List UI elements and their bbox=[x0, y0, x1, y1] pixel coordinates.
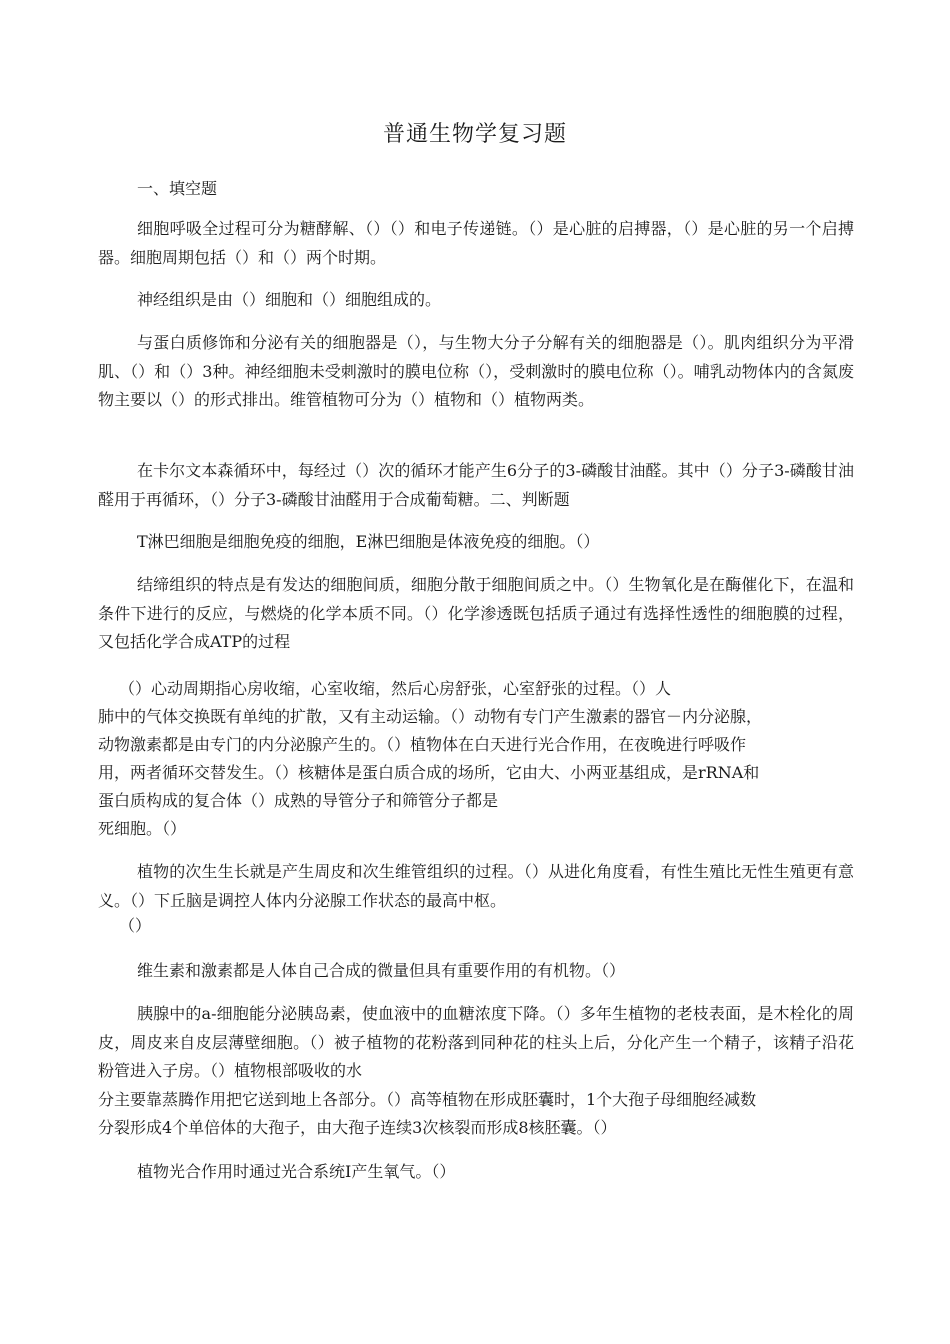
text-line: （）心动周期指心房收缩，心室收缩，然后心房舒张，心室舒张的过程。（）人 bbox=[119, 679, 672, 698]
paragraph-4: 在卡尔文本森循环中，每经过（）次的循环才能产生6分子的3-磷酸甘油醛。其中（）分子3-磷酸甘油醛用于再循环，（）分子3-磷酸甘油醛用于合成葡萄糖。二、判断题 bbox=[98, 461, 854, 509]
paragraph-8: 维生素和激素都是人体自己合成的微量但具有重要作用的有机物。（） bbox=[137, 961, 626, 980]
paragraph-7: 植物的次生生长就是产生周皮和次生维管组织的过程。（）从进化角度看，有性生殖比无性生殖更有意义。（）下丘脑是调控人体内分泌腺工作状态的最高中枢。 bbox=[98, 862, 854, 910]
document-title: 普通生物学复习题 bbox=[382, 122, 567, 147]
text-line: （） bbox=[119, 916, 152, 935]
text-line: 蛋白质构成的复合体（）成熟的导管分子和筛管分子都是 bbox=[98, 791, 499, 810]
paragraph-3: 与蛋白质修饰和分泌有关的细胞器是（），与生物大分子分解有关的细胞器是（）。肌肉组织分为平滑肌、（）和（）3种。神经细胞未受刺激时的膜电位称（），受刺激时的膜电位称（）。哺乳动物体内的含氮废物主要以（）的形式排出。维管植物可分为（）植物和（）植物两类。 bbox=[98, 333, 854, 409]
paragraph-6: 结缔组织的特点是有发达的细胞间质，细胞分散于细胞间质之中。（）生物氧化是在酶催化下，在温和条件下进行的反应，与燃烧的化学本质不同。（）化学渗透既包括质子通过有选择性透性的细胞膜的过程，又包括化学合成ATP的过程 bbox=[98, 575, 854, 651]
text-line: 分裂形成4个单倍体的大孢子，由大孢子连续3次核裂而形成8核胚囊。（） bbox=[98, 1118, 617, 1137]
text-line: 分主要靠蒸腾作用把它送到地上各部分。（）高等植物在形成胚囊时，1个大孢子母细胞经减数 bbox=[98, 1090, 757, 1109]
text-line: 肺中的气体交换既有单纯的扩散，又有主动运输。（）动物有专门产生激素的器官－内分泌腺， bbox=[98, 707, 763, 726]
paragraph-9: 胰腺中的a-细胞能分泌胰岛素，使血液中的血糖浓度下降。（）多年生植物的老枝表面，是木栓化的周皮，周皮来自皮层薄壁细胞。（）被子植物的花粉落到同种花的柱头上后，分化产生一个精子，该精子沿花粉管进入子房。（）植物根部吸收的水 bbox=[98, 1004, 854, 1080]
section-heading-fill-blank: 一、填空题 bbox=[137, 179, 218, 198]
paragraph-11: 植物光合作用时通过光合系统I产生氧气。（） bbox=[137, 1162, 456, 1181]
paragraph-2: 神经组织是由（）细胞和（）细胞组成的。 bbox=[137, 290, 442, 309]
paragraph-1: 细胞呼吸全过程可分为糖酵解、（）（）和电子传递链。（）是心脏的启搏器，（）是心脏的另一个启搏器。细胞周期包括（）和（）两个时期。 bbox=[98, 219, 854, 267]
text-line: 死细胞。（） bbox=[98, 819, 187, 838]
text-line: 动物激素都是由专门的内分泌腺产生的。（）植物体在白天进行光合作用，在夜晚进行呼吸作 bbox=[98, 735, 747, 754]
paragraph-5: T淋巴细胞是细胞免疫的细胞，E淋巴细胞是体液免疫的细胞。（） bbox=[137, 532, 600, 551]
text-line: 用，两者循环交替发生。（）核糖体是蛋白质合成的场所，它由大、小两亚基组成，是rRNA和 bbox=[98, 763, 760, 782]
